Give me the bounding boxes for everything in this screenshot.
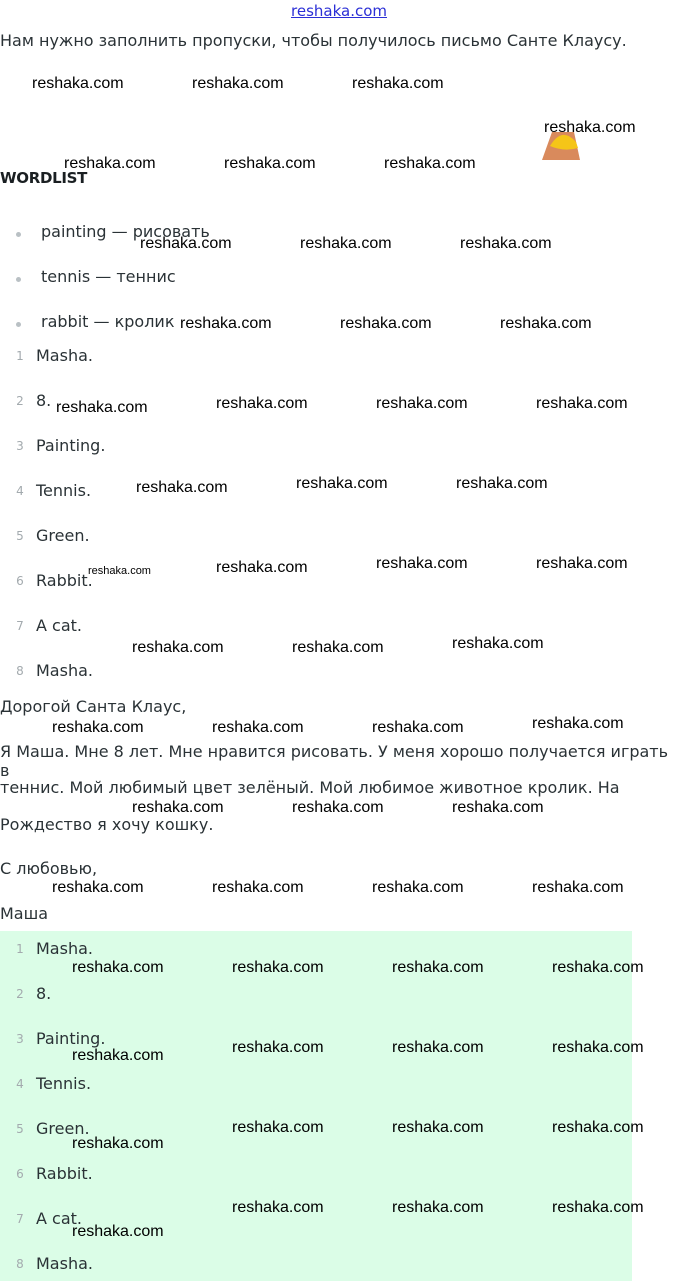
watermark: reshaka.com (532, 715, 624, 732)
item-text: Green. (36, 526, 90, 545)
watermark: reshaka.com (212, 879, 304, 896)
item-text: Masha. (36, 1254, 93, 1273)
watermark: reshaka.com (292, 799, 384, 816)
watermark: reshaka.com (352, 75, 444, 92)
watermark: reshaka.com (452, 635, 544, 652)
item-number: 6 (16, 574, 24, 588)
item-text: Masha. (36, 346, 93, 365)
watermark: reshaka.com (552, 959, 644, 976)
item-number: 7 (16, 619, 24, 633)
watermark: reshaka.com (392, 959, 484, 976)
wordlist-item-text: rabbit — кролик (41, 312, 175, 331)
watermark: reshaka.com (536, 555, 628, 572)
item-text: Masha. (36, 661, 93, 680)
item-number: 4 (16, 484, 24, 498)
item-number: 8 (16, 664, 24, 678)
watermark: reshaka.com (136, 479, 228, 496)
watermark: reshaka.com (232, 959, 324, 976)
watermark: reshaka.com (216, 559, 308, 576)
watermark: reshaka.com (372, 719, 464, 736)
watermark: reshaka.com (340, 315, 432, 332)
watermark: reshaka.com (300, 235, 392, 252)
letter-line: Рождество я хочу кошку. (0, 815, 214, 834)
watermark: reshaka.com (212, 719, 304, 736)
watermark: reshaka.com (232, 1039, 324, 1056)
watermark: reshaka.com (140, 235, 232, 252)
item-number: 2 (16, 394, 24, 408)
item-text: Masha. (36, 939, 93, 958)
watermark: reshaka.com (132, 799, 224, 816)
item-text: A cat. (36, 1209, 82, 1228)
letter-closing: С любовью, (0, 859, 98, 878)
watermark: reshaka.com (52, 879, 144, 896)
item-text: 8. (36, 391, 52, 410)
item-number: 5 (16, 529, 24, 543)
watermark: reshaka.com (392, 1039, 484, 1056)
watermark: reshaka.com (72, 1047, 164, 1064)
watermark: reshaka.com (500, 315, 592, 332)
item-text: Tennis. (36, 1074, 92, 1093)
item-text: Rabbit. (36, 1164, 93, 1183)
watermark: reshaka.com (224, 155, 316, 172)
bullet-icon (16, 277, 21, 282)
wordlist-title: WORDLIST (0, 169, 88, 187)
item-number: 7 (16, 1212, 24, 1226)
watermark: reshaka.com (88, 565, 151, 577)
watermark: reshaka.com (232, 1199, 324, 1216)
watermark: reshaka.com (376, 395, 468, 412)
watermark: reshaka.com (296, 475, 388, 492)
watermark: reshaka.com (392, 1119, 484, 1136)
letter-line: теннис. Мой любимый цвет зелёный. Мой любимое животное кролик. На (0, 778, 620, 797)
item-number: 6 (16, 1167, 24, 1181)
item-text: Painting. (36, 436, 106, 455)
item-number: 1 (16, 349, 24, 363)
item-number: 1 (16, 942, 24, 956)
item-text: 8. (36, 984, 52, 1003)
watermark: reshaka.com (452, 799, 544, 816)
watermark: reshaka.com (376, 555, 468, 572)
site-header-link[interactable]: reshaka.com (291, 2, 387, 20)
item-text: A cat. (36, 616, 82, 635)
watermark: reshaka.com (64, 155, 156, 172)
item-text: Tennis. (36, 481, 92, 500)
item-text: Painting. (36, 1029, 106, 1048)
watermark: reshaka.com (544, 119, 636, 136)
watermark: reshaka.com (52, 719, 144, 736)
watermark: reshaka.com (460, 235, 552, 252)
watermark: reshaka.com (384, 155, 476, 172)
item-text: Rabbit. (36, 571, 93, 590)
watermark: reshaka.com (536, 395, 628, 412)
watermark: reshaka.com (372, 879, 464, 896)
watermark: reshaka.com (532, 879, 624, 896)
watermark: reshaka.com (192, 75, 284, 92)
letter-signature: Маша (0, 904, 49, 923)
letter-greeting: Дорогой Санта Клаус, (0, 697, 187, 716)
item-number: 3 (16, 439, 24, 453)
item-number: 2 (16, 987, 24, 1001)
wordlist-item-text: tennis — теннис (41, 267, 176, 286)
item-number: 8 (16, 1257, 24, 1271)
bullet-icon (16, 232, 21, 237)
wordlist-item-text: painting — рисовать (41, 222, 210, 241)
watermark: reshaka.com (72, 959, 164, 976)
watermark: reshaka.com (552, 1119, 644, 1136)
item-text: Green. (36, 1119, 90, 1138)
intro-text: Нам нужно заполнить пропуски, чтобы получилось письмо Санте Клаусу. (0, 31, 627, 50)
watermark: reshaka.com (72, 1135, 164, 1152)
watermark: reshaka.com (456, 475, 548, 492)
watermark: reshaka.com (72, 1223, 164, 1240)
watermark: reshaka.com (132, 639, 224, 656)
item-number: 4 (16, 1077, 24, 1091)
bullet-icon (16, 322, 21, 327)
watermark: reshaka.com (392, 1199, 484, 1216)
watermark: reshaka.com (32, 75, 124, 92)
letter-line: Я Маша. Мне 8 лет. Мне нравится рисовать. У меня хорошо получается играть в (0, 742, 669, 780)
watermark: reshaka.com (180, 315, 272, 332)
item-number: 5 (16, 1122, 24, 1136)
watermark: reshaka.com (552, 1199, 644, 1216)
watermark: reshaka.com (292, 639, 384, 656)
watermark: reshaka.com (216, 395, 308, 412)
item-number: 3 (16, 1032, 24, 1046)
watermark: reshaka.com (552, 1039, 644, 1056)
watermark: reshaka.com (56, 399, 148, 416)
watermark: reshaka.com (232, 1119, 324, 1136)
